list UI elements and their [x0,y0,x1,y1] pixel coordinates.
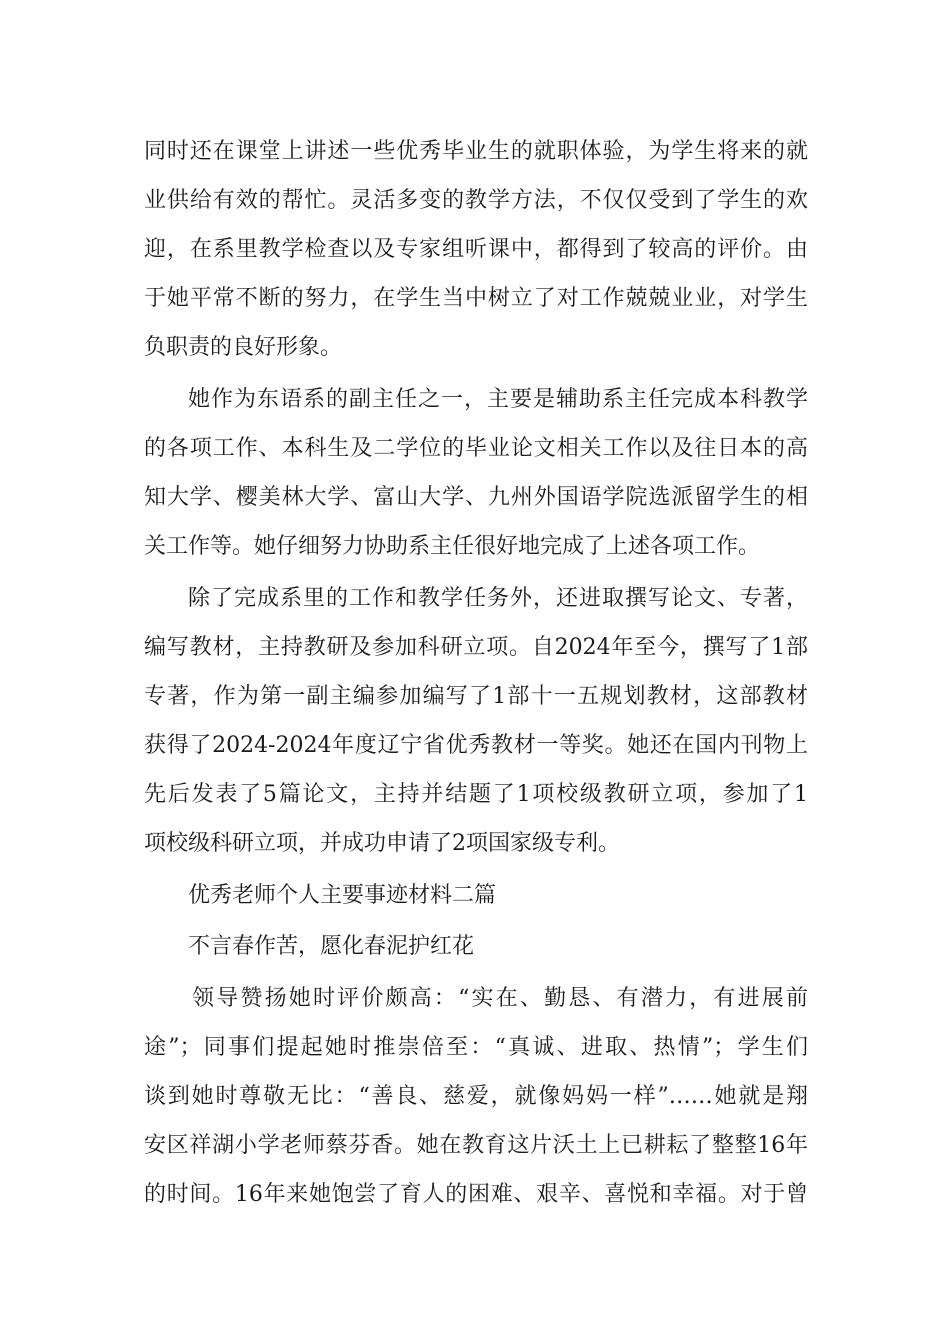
paragraph-3-line-3: 专著，作为第一副主编参加编写了1部十一五规划教材，这部教材 [144,684,808,709]
paragraph-1-line-2: 业供给有效的帮忙。灵活多变的教学方法，不仅仅受到了学生的欢 [144,188,808,213]
paragraph-1-line-4: 于她平常不断的努力，在学生当中树立了对工作兢兢业业，对学生 [144,286,808,311]
paragraph-3-line-6: 项校级科研立项，并成功申请了2项国家级专利。 [144,831,620,856]
paragraph-1-line-5: 负职责的良好形象。 [144,335,343,360]
paragraph-3-line-4: 获得了2024-2024年度辽宁省优秀教材一等奖。她还在国内刊物上 [144,733,808,758]
paragraph-4-line-3: 谈到她时尊敬无比：“善良、慈爱，就像妈妈一样”……她就是翔 [144,1084,808,1109]
paragraph-2-line-3: 知大学、樱美林大学、富山大学、九州外国语学院选派留学生的相 [144,485,808,510]
section-subtitle: 不言春作苦，愿化春泥护红花 [188,934,475,959]
paragraph-3-line-5: 先后发表了5篇论文，主持并结题了1项校级教研立项，参加了1 [144,782,808,807]
paragraph-2-line-2: 的各项工作、本科生及二学位的毕业论文相关工作以及往日本的高 [144,436,808,461]
paragraph-1-line-1: 同时还在课堂上讲述一些优秀毕业生的就职体验，为学生将来的就 [144,139,808,164]
paragraph-3-line-2: 编写教材，主持教研及参加科研立项。自2024年至今，撰写了1部 [144,635,808,660]
paragraph-2-line-1: 她作为东语系的副主任之一，主要是辅助系主任完成本科教学 [188,387,808,412]
section-heading: 优秀老师个人主要事迹材料二篇 [188,883,497,908]
paragraph-1-line-3: 迎，在系里教学检查以及专家组听课中，都得到了较高的评价。由 [144,237,808,262]
paragraph-4-line-5: 的时间。16年来她饱尝了育人的困难、艰辛、喜悦和幸福。对于曾 [144,1182,808,1207]
paragraph-4-line-1: 领导赞扬她时评价颇高：“实在、勤恳、有潜力，有进展前 [192,986,808,1011]
paragraph-2-line-4: 关工作等。她仔细努力协助系主任很好地完成了上述各项工作。 [144,534,761,559]
paragraph-4-line-4: 安区祥湖小学老师蔡芬香。她在教育这片沃土上已耕耘了整整16年 [144,1133,808,1158]
paragraph-3-line-1: 除了完成系里的工作和教学任务外，还进取撰写论文、专著， [188,586,808,611]
paragraph-4-line-2: 途”；同事们提起她时推崇倍至：“真诚、进取、热情”；学生们 [144,1035,808,1060]
